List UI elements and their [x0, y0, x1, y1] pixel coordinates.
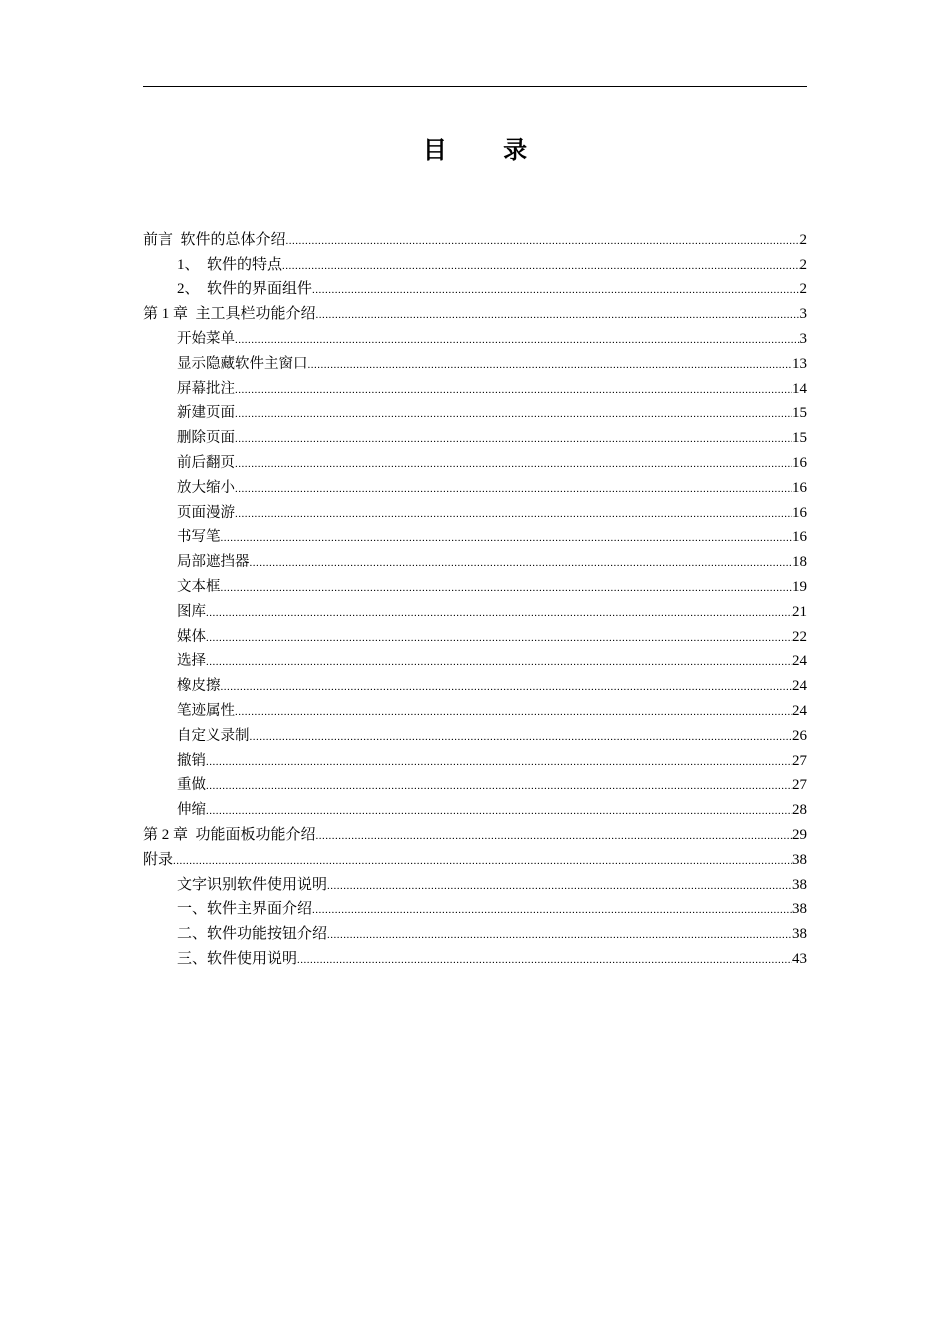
- toc-entry[interactable]: [143, 621, 807, 646]
- toc-dot-leader: [206, 603, 792, 621]
- toc-entry-label: 2、 软件的界面组件: [177, 281, 313, 298]
- toc-entry[interactable]: [143, 596, 807, 621]
- toc-entry-label: 媒体: [177, 628, 206, 645]
- header-rule: [143, 86, 807, 87]
- toc-dot-leader: [316, 826, 792, 844]
- toc-dot-leader: [221, 528, 793, 546]
- toc-page-number: 28: [792, 802, 807, 819]
- toc-dot-leader: [327, 925, 792, 943]
- toc-entry-label: 1、 软件的特点: [177, 256, 283, 273]
- toc-page-number: 14: [792, 380, 807, 397]
- toc-entry-label: 放大缩小: [177, 479, 235, 496]
- toc-entry[interactable]: [143, 646, 807, 671]
- toc-page-number: 21: [792, 603, 807, 620]
- toc-entry-label: 页面漫游: [177, 504, 235, 521]
- toc-page-number: 24: [792, 653, 807, 670]
- toc-entry-label: 文字识别软件使用说明: [177, 876, 328, 893]
- toc-entry-label: 三、软件使用说明: [177, 950, 298, 967]
- toc-entry-label: 伸缩: [177, 802, 206, 819]
- toc-dot-leader: [312, 900, 792, 918]
- toc-page-number: 2: [799, 281, 807, 298]
- toc-entry-label: 第 2 章 功能面板功能介绍: [143, 826, 316, 843]
- toc-entry-label: 一、软件主界面介绍: [177, 901, 313, 918]
- toc-dot-leader: [221, 677, 793, 695]
- toc-dot-leader: [286, 231, 800, 249]
- toc-entry[interactable]: [143, 770, 807, 795]
- toc-entry-label: 选择: [177, 653, 206, 670]
- toc-entry-label: 文本框: [177, 578, 221, 595]
- toc-entry[interactable]: [143, 323, 807, 348]
- toc-page-number: 26: [792, 727, 807, 744]
- toc-entry-label: 局部遮挡器: [177, 554, 250, 571]
- toc-dot-leader: [235, 504, 792, 522]
- toc-dot-leader: [235, 479, 792, 497]
- toc-page-number: 15: [792, 405, 807, 422]
- toc-dot-leader: [206, 801, 792, 819]
- toc-dot-leader: [316, 305, 800, 323]
- table-of-contents: [143, 224, 807, 968]
- toc-entry[interactable]: [143, 497, 807, 522]
- toc-page-number: 18: [792, 554, 807, 571]
- toc-dot-leader: [235, 404, 792, 422]
- toc-page-number: 24: [792, 702, 807, 719]
- toc-dot-leader: [250, 553, 793, 571]
- toc-entry-label: 撤销: [177, 752, 206, 769]
- toc-entry[interactable]: [143, 670, 807, 695]
- toc-dot-leader: [206, 628, 792, 646]
- toc-page-number: 27: [792, 752, 807, 769]
- toc-entry[interactable]: [143, 422, 807, 447]
- toc-page-number: 3: [799, 306, 807, 323]
- toc-dot-leader: [221, 578, 793, 596]
- toc-entry[interactable]: [143, 373, 807, 398]
- toc-page-number: 16: [792, 504, 807, 521]
- toc-page-number: 19: [792, 578, 807, 595]
- toc-page-number: 38: [792, 901, 807, 918]
- toc-entry[interactable]: [143, 447, 807, 472]
- toc-entry-label: 前言 软件的总体介绍: [143, 231, 286, 248]
- toc-dot-leader: [206, 776, 792, 794]
- toc-entry-label: 附录: [143, 851, 174, 868]
- toc-entry-label: 图库: [177, 603, 206, 620]
- toc-page-number: 24: [792, 678, 807, 695]
- toc-page-number: 15: [792, 430, 807, 447]
- toc-entry-label: 书写笔: [177, 529, 221, 546]
- toc-dot-leader: [235, 702, 792, 720]
- toc-dot-leader: [308, 355, 793, 373]
- toc-entry[interactable]: [143, 844, 807, 869]
- toc-entry[interactable]: [143, 819, 807, 844]
- toc-dot-leader: [312, 280, 799, 298]
- toc-dot-leader: [235, 330, 800, 348]
- toc-page-number: 13: [792, 355, 807, 372]
- toc-entry-label: 二、软件功能按钮介绍: [177, 926, 328, 943]
- toc-entry-label: 自定义录制: [177, 727, 250, 744]
- toc-page-number: 43: [792, 950, 807, 967]
- page-title: 目 录: [422, 136, 552, 164]
- toc-page-number: 16: [792, 479, 807, 496]
- toc-entry[interactable]: [143, 546, 807, 571]
- toc-entry-label: 第 1 章 主工具栏功能介绍: [143, 306, 316, 323]
- toc-entry[interactable]: [143, 398, 807, 423]
- toc-entry-label: 笔迹属性: [177, 702, 235, 719]
- toc-entry-label: 屏幕批注: [177, 380, 235, 397]
- toc-dot-leader: [206, 652, 792, 670]
- toc-entry[interactable]: [143, 472, 807, 497]
- toc-entry[interactable]: [143, 943, 807, 968]
- toc-page-number: 16: [792, 529, 807, 546]
- toc-entry-label: 显示隐藏软件主窗口: [177, 355, 308, 372]
- toc-dot-leader: [206, 752, 792, 770]
- toc-dot-leader: [297, 950, 792, 968]
- toc-entry[interactable]: [143, 522, 807, 547]
- toc-entry-label: 删除页面: [177, 430, 235, 447]
- toc-dot-leader: [250, 727, 793, 745]
- toc-entry-label: 橡皮擦: [177, 678, 221, 695]
- toc-page-number: 2: [799, 231, 807, 248]
- toc-entry[interactable]: [143, 249, 807, 274]
- toc-page-number: 3: [799, 330, 807, 347]
- toc-entry-label: 重做: [177, 777, 206, 794]
- toc-dot-leader: [173, 851, 792, 869]
- toc-page-number: 2: [799, 256, 807, 273]
- toc-entry[interactable]: [143, 571, 807, 596]
- toc-entry[interactable]: [143, 794, 807, 819]
- toc-dot-leader: [235, 429, 792, 447]
- toc-page-number: 22: [792, 628, 807, 645]
- toc-entry[interactable]: [143, 224, 807, 249]
- toc-page-number: 16: [792, 454, 807, 471]
- toc-entry[interactable]: [143, 348, 807, 373]
- toc-entry[interactable]: [143, 918, 807, 943]
- toc-dot-leader: [282, 256, 799, 274]
- toc-page-number: 29: [792, 826, 807, 843]
- toc-entry[interactable]: [143, 695, 807, 720]
- toc-entry-label: 前后翻页: [177, 454, 235, 471]
- toc-entry[interactable]: [143, 745, 807, 770]
- toc-dot-leader: [235, 454, 792, 472]
- toc-entry[interactable]: [143, 894, 807, 919]
- toc-entry-label: 开始菜单: [177, 330, 235, 347]
- toc-dot-leader: [327, 876, 792, 894]
- toc-dot-leader: [235, 380, 792, 398]
- toc-page-number: 38: [792, 926, 807, 943]
- toc-page-number: 38: [792, 876, 807, 893]
- toc-entry[interactable]: [143, 869, 807, 894]
- toc-entry-label: 新建页面: [177, 405, 235, 422]
- toc-entry[interactable]: [143, 298, 807, 323]
- toc-entry[interactable]: [143, 274, 807, 299]
- toc-page-number: 38: [792, 851, 807, 868]
- toc-page-number: 27: [792, 777, 807, 794]
- toc-entry[interactable]: [143, 720, 807, 745]
